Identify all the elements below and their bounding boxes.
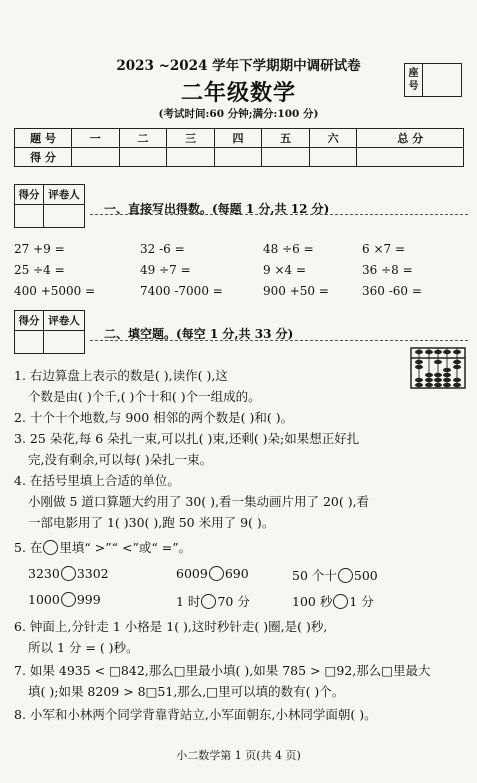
question-5-title <box>14 538 191 556</box>
compare-left: 100 秒 <box>292 594 333 609</box>
page-title: 二年级数学 <box>180 80 296 106</box>
grader-score-label: 得分 <box>15 185 44 205</box>
score-cell[interactable] <box>214 148 262 167</box>
score-table-header-cell: 二 <box>119 129 167 148</box>
score-cell[interactable] <box>167 148 215 167</box>
question-4-line-3: 一部电影用了 1( )30( ),跑 50 米用了 9( )。 <box>28 515 275 530</box>
score-cell[interactable] <box>262 148 310 167</box>
equation: 27 +9 = <box>14 242 65 256</box>
grader-name-cell[interactable] <box>44 331 85 354</box>
abacus-image <box>410 347 466 389</box>
compare-left: 6009 <box>176 566 208 581</box>
score-row-label: 得 分 <box>15 148 72 167</box>
equation: 360 -60 = <box>362 284 422 298</box>
compare-right: 70 分 <box>217 594 250 609</box>
compare-left: 1 时 <box>176 594 201 609</box>
exam-info: (考试时间:60 分钟;满分:100 分) <box>158 108 319 120</box>
compare-right: 999 <box>76 592 101 607</box>
seat-number-box <box>404 63 462 97</box>
compare-item <box>292 592 374 610</box>
compare-left: 50 个十 <box>292 568 337 583</box>
grader-name-cell[interactable] <box>44 205 85 228</box>
score-table-header-cell: 五 <box>262 129 310 148</box>
compare-left: 1000 <box>28 592 60 607</box>
question-7-line-1: 7. 如果 4935 < □842,那么□里最小填( ),如果 785 > □92,那么□里最大 <box>14 663 431 678</box>
question-3-line-1: 3. 25 朵花,每 6 朵扎一束,可以扎( )束,还剩( )朵;如果想正好扎 <box>14 431 360 446</box>
question-8: 8. 小军和小林两个同学背靠背站立,小军面朝东,小林同学面朝( )。 <box>14 707 377 722</box>
score-cell[interactable] <box>72 148 120 167</box>
grader-box <box>14 184 85 228</box>
compare-item <box>176 592 250 610</box>
grader-name-label: 评卷人 <box>44 185 85 205</box>
equation: 48 ÷6 = <box>263 242 314 256</box>
compare-right: 3302 <box>76 566 109 581</box>
question-4-line-1: 4. 在括号里填上合适的单位。 <box>14 473 180 488</box>
equation: 32 -6 = <box>140 242 185 256</box>
score-table-header-cell: 三 <box>167 129 215 148</box>
compare-left: 3230 <box>28 566 60 581</box>
compare-right: 500 <box>353 568 378 583</box>
compare-item <box>292 566 378 584</box>
question-3-line-2: 完,没有剩余,可以每( )朵扎一束。 <box>28 452 213 467</box>
grader-name-label: 评卷人 <box>44 311 85 331</box>
compare-right: 690 <box>224 566 249 581</box>
grader-score-cell[interactable] <box>15 205 44 228</box>
compare-item <box>176 566 249 581</box>
score-cell[interactable] <box>357 148 464 167</box>
compare-circle[interactable] <box>209 566 224 581</box>
section-1-title: 一、直接写出得数。(每题 1 分,共 12 分) <box>104 202 330 216</box>
section-2-title: 二、填空题。(每空 1 分,共 33 分) <box>104 327 294 341</box>
question-1-line-1: 1. 右边算盘上表示的数是( ),读作( ),这 <box>14 368 228 383</box>
equation: 9 ×4 = <box>263 263 307 277</box>
compare-item <box>28 566 109 581</box>
grader-box <box>14 310 85 354</box>
compare-item <box>28 592 101 607</box>
compare-circle[interactable] <box>333 594 348 609</box>
seat-label: 座号 <box>405 64 423 96</box>
equation: 6 ×7 = <box>362 242 406 256</box>
circle-icon <box>43 540 58 555</box>
question-2: 2. 十个十个地数,与 900 相邻的两个数是( )和( )。 <box>14 410 294 425</box>
question-6-line-1: 6. 钟面上,分针走 1 小格是 1( ),这时秒针走( )圈,是( )秒, <box>14 619 328 634</box>
equation: 400 +5000 = <box>14 284 96 298</box>
score-table-header-cell: 四 <box>214 129 262 148</box>
page-footer: 小二数学第 1 页(共 4 页) <box>176 749 301 762</box>
compare-right: 1 分 <box>349 594 374 609</box>
compare-circle[interactable] <box>61 566 76 581</box>
score-table-header-cell: 六 <box>309 129 357 148</box>
score-cell[interactable] <box>119 148 167 167</box>
question-6-line-2: 所以 1 分 = ( )秒。 <box>28 640 139 655</box>
question-4-line-2: 小刚做 5 道口算题大约用了 30( ),看一集动画片用了 20( ),看 <box>28 494 370 509</box>
equation: 900 +50 = <box>263 284 329 298</box>
compare-circle[interactable] <box>201 594 216 609</box>
question-1-line-2: 个数是由( )个千,( )个十和( )个一组成的。 <box>28 389 261 404</box>
score-table <box>14 128 464 167</box>
score-table-header-cell: 总 分 <box>357 129 464 148</box>
exam-title: 2023 ~2024 学年下学期期中调研试卷 <box>116 58 361 74</box>
equation: 49 ÷7 = <box>140 263 191 277</box>
equation: 36 ÷8 = <box>362 263 413 277</box>
question-5-suffix: 里填“ >”“ <”或“ =”。 <box>59 540 192 555</box>
grader-score-cell[interactable] <box>15 331 44 354</box>
equation: 7400 -7000 = <box>140 284 223 298</box>
equation: 25 ÷4 = <box>14 263 65 277</box>
question-7-line-2: 填( );如果 8209 > 8□51,那么,□里可以填的数有( )个。 <box>28 684 345 699</box>
compare-circle[interactable] <box>61 592 76 607</box>
grader-score-label: 得分 <box>15 311 44 331</box>
score-table-header-cell: 一 <box>72 129 120 148</box>
score-table-header-cell: 题 号 <box>15 129 72 148</box>
score-cell[interactable] <box>309 148 357 167</box>
compare-circle[interactable] <box>338 568 353 583</box>
question-5-prefix: 5. 在 <box>14 540 43 555</box>
